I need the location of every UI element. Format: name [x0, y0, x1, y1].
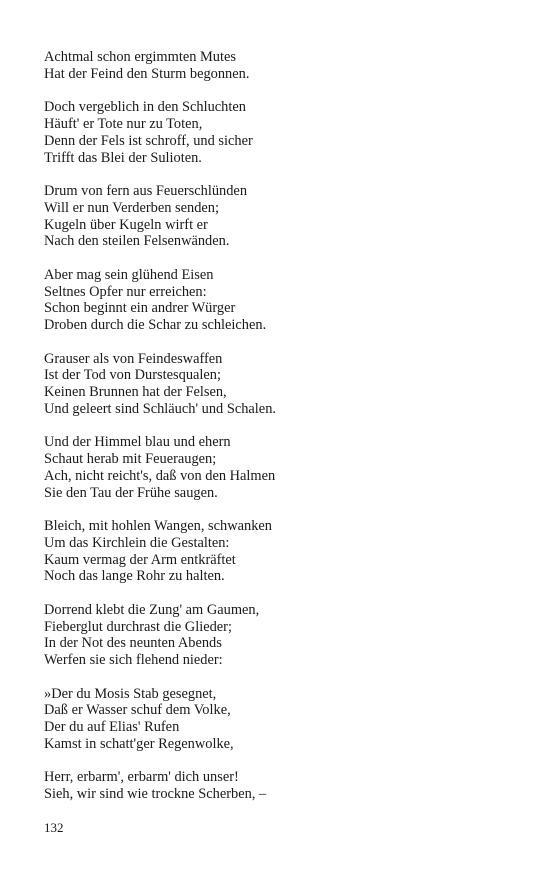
page-number: 132: [44, 820, 64, 835]
verse-line: Grauser als von Feindeswaffen: [44, 350, 223, 367]
stanza: [44, 434, 514, 501]
verse-line: Kamst in schatt'ger Regenwolke,: [44, 736, 234, 753]
verse-line: Will er nun Verderben senden;: [44, 199, 219, 216]
verse-line: Dorrend klebt die Zung' am Gaumen,: [44, 601, 260, 618]
stanza: [44, 351, 514, 418]
verse-line: Keinen Brunnen hat der Felsen,: [44, 384, 227, 401]
stanza: [44, 518, 514, 585]
stanza: [44, 99, 514, 166]
verse-line: Drum von fern aus Feuerschlünden: [44, 182, 248, 199]
verse-line: Werfen sie sich flehend nieder:: [44, 652, 223, 669]
verse-line: Sieh, wir sind wie trockne Scherben, –: [44, 786, 267, 803]
verse-line: Bleich, mit hohlen Wangen, schwanken: [44, 518, 272, 535]
verse-line: Sie den Tau der Frühe saugen.: [44, 484, 218, 501]
verse-line: Daß er Wasser schuf dem Volke,: [44, 702, 231, 719]
verse-line: Aber mag sein glühend Eisen: [44, 266, 214, 283]
verse-line: Fieberglut durchrast die Glieder;: [44, 618, 232, 635]
verse-line: In der Not des neunten Abends: [44, 635, 222, 652]
verse-line: Kugeln über Kugeln wirft er: [44, 216, 208, 233]
verse-line: Hat der Feind den Sturm begonnen.: [44, 65, 250, 82]
verse-line: Schaut herab mit Feueraugen;: [44, 451, 217, 468]
verse-line: Noch das lange Rohr zu halten.: [44, 568, 225, 585]
verse-line: Trifft das Blei der Sulioten.: [44, 149, 202, 166]
verse-line: Kaum vermag der Arm entkräftet: [44, 551, 236, 568]
verse-line: Denn der Fels ist schroff, und sicher: [44, 132, 253, 149]
verse-line: Und geleert sind Schläuch' und Schalen.: [44, 400, 276, 417]
verse-line: Achtmal schon ergimmten Mutes: [44, 49, 236, 65]
verse-line: Doch vergeblich in den Schluchten: [44, 99, 246, 116]
verse-line: Nach den steilen Felsenwänden.: [44, 233, 230, 250]
verse-line: Häuft' er Tote nur zu Toten,: [44, 115, 203, 132]
stanza: [44, 267, 514, 334]
verse-line: Seltnes Opfer nur erreichen:: [44, 283, 207, 300]
stanza: [44, 49, 514, 83]
verse-line: Schon beginnt ein andrer Würger: [44, 300, 236, 317]
verse-line: Ist der Tod von Durstesqualen;: [44, 367, 221, 384]
stanza: [44, 686, 514, 753]
stanza: [44, 769, 514, 803]
verse-line: Ach, nicht reicht's, daß von den Halmen: [44, 467, 276, 484]
verse-line: Droben durch die Schar zu schleichen.: [44, 317, 267, 334]
verse-line: Der du auf Elias' Rufen: [44, 719, 180, 736]
verse-line: Und der Himmel blau und ehern: [44, 434, 231, 451]
stanza: [44, 183, 514, 250]
verse-line: Um das Kirchlein die Gestalten:: [44, 534, 230, 551]
verse-line: »Der du Mosis Stab gesegnet,: [44, 685, 217, 702]
stanza: [44, 602, 514, 669]
poem-body: [44, 49, 514, 820]
verse-line: Herr, erbarm', erbarm' dich unser!: [44, 769, 239, 786]
